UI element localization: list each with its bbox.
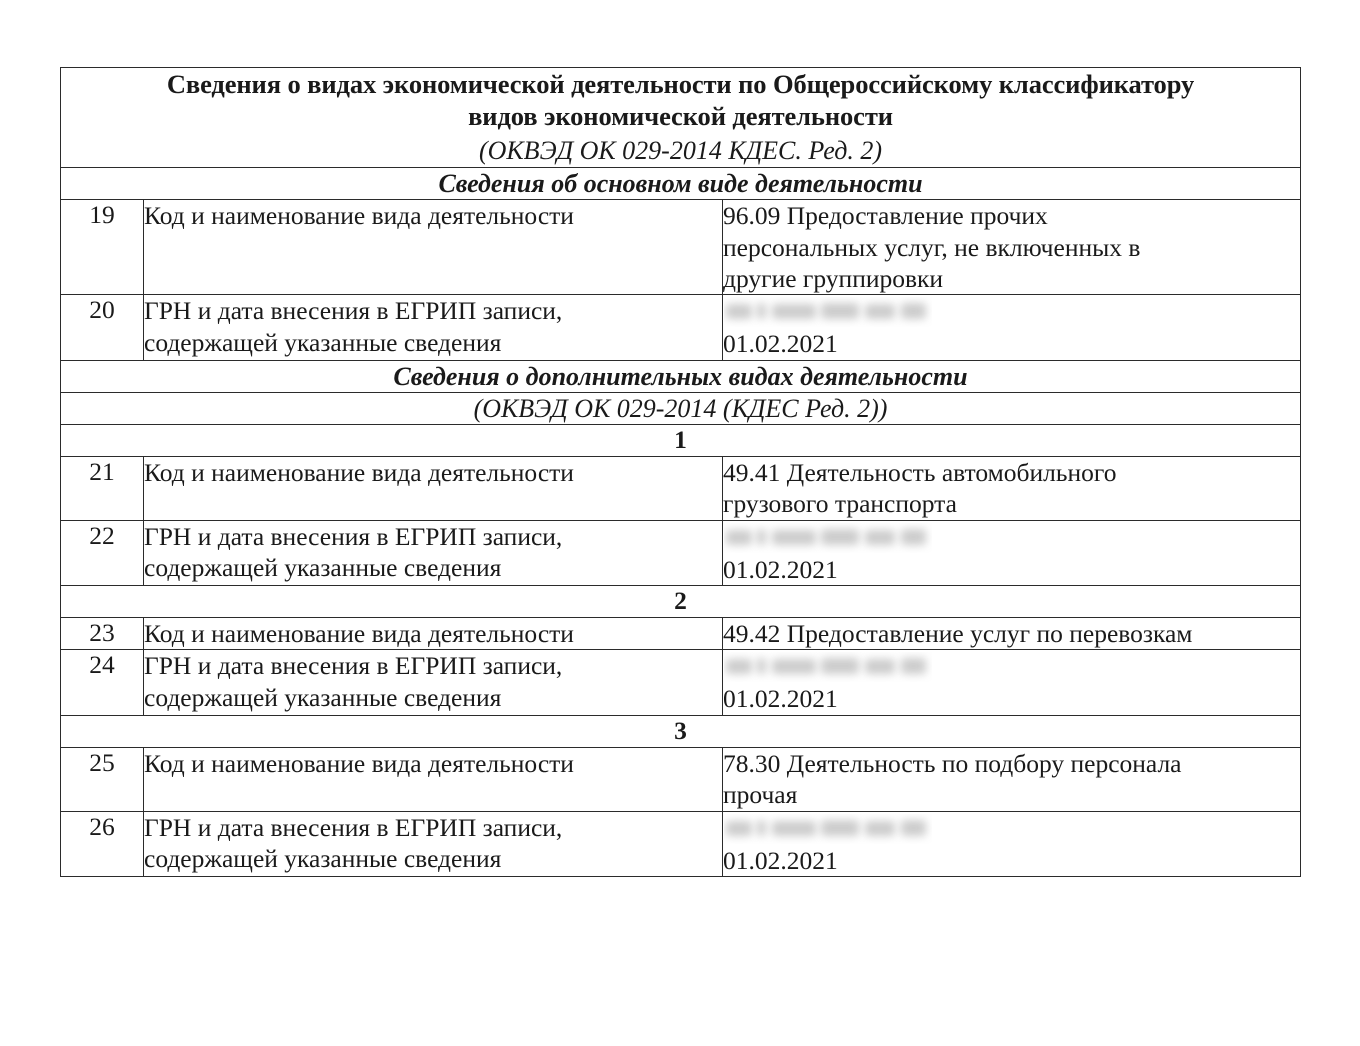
document-title-line-1: Сведения о видах экономической деятельности по Общероссийскому классификатору	[166, 69, 1195, 99]
activity-value-line: 49.42 Предоставление услуг по перевозкам	[723, 618, 1193, 648]
group-separator-row	[61, 715, 1301, 747]
activity-value-line: 96.09 Предоставление прочих	[723, 201, 1048, 231]
row-number-25: 25	[61, 747, 144, 811]
grn-date-value: 01.02.2021	[723, 845, 838, 875]
row-label-22	[144, 520, 723, 585]
group-separator-row	[61, 586, 1301, 618]
grn-label-line-2: содержащей указанные сведения	[144, 682, 502, 712]
table-row	[61, 456, 1301, 520]
additional-activity-subheader: (ОКВЭД ОК 029-2014 (КДЕС Ред. 2))	[61, 393, 1301, 425]
grn-label-line-1: ГРН и дата внесения в ЕГРИП записи,	[144, 296, 563, 326]
table-title-row	[61, 68, 1301, 168]
row-label-20	[144, 295, 723, 360]
row-value-20	[723, 295, 1301, 360]
row-label-26	[144, 811, 723, 876]
additional-activity-section-header: Сведения о дополнительных видах деятельности	[61, 360, 1301, 392]
group-separator-row	[61, 425, 1301, 457]
row-value-24	[723, 650, 1301, 715]
group-number-1: 1	[61, 425, 1301, 457]
grn-date-value: 01.02.2021	[723, 329, 838, 359]
row-label-25: Код и наименование вида деятельности	[144, 747, 723, 811]
document-title-cell	[61, 68, 1301, 168]
row-value-19	[723, 200, 1301, 295]
table-row	[61, 747, 1301, 811]
grn-label-line-1: ГРН и дата внесения в ЕГРИП записи,	[144, 651, 563, 681]
row-number-24: 24	[61, 650, 144, 715]
row-number-19: 19	[61, 200, 144, 295]
document-title-line-2: видов экономической деятельности	[468, 101, 893, 132]
row-number-23: 23	[61, 617, 144, 649]
additional-activity-section-header-row	[61, 360, 1301, 392]
row-value-25	[723, 747, 1301, 811]
table-row	[61, 617, 1301, 649]
row-label-23: Код и наименование вида деятельности	[144, 617, 723, 649]
redacted-grn-number	[724, 297, 932, 327]
additional-activity-subheader-row	[61, 393, 1301, 425]
activity-value-line: 78.30 Деятельность по подбору персонала	[723, 748, 1182, 778]
grn-label-line-1: ГРН и дата внесения в ЕГРИП записи,	[144, 812, 563, 842]
grn-date-value: 01.02.2021	[723, 554, 838, 584]
activity-value-line: персональных услуг, не включенных в	[723, 232, 1141, 262]
row-number-26: 26	[61, 811, 144, 876]
activity-value-line: прочая	[723, 780, 798, 810]
group-number-2: 2	[61, 586, 1301, 618]
redacted-grn-number	[724, 814, 932, 844]
grn-label-line-2: содержащей указанные сведения	[144, 553, 502, 583]
table-row	[61, 811, 1301, 876]
grn-label-line-1: ГРН и дата внесения в ЕГРИП записи,	[144, 521, 563, 551]
table-row	[61, 650, 1301, 715]
row-value-23	[723, 617, 1301, 649]
okved-information-table	[60, 67, 1301, 877]
document-title-subtitle: (ОКВЭД ОК 029-2014 КДЕС. Ред. 2)	[478, 136, 883, 166]
row-label-24	[144, 650, 723, 715]
row-label-21: Код и наименование вида деятельности	[144, 456, 723, 520]
activity-value-line: другие группировки	[723, 264, 944, 293]
table-row	[61, 200, 1301, 295]
activity-value-line: грузового транспорта	[723, 489, 957, 519]
table-row	[61, 520, 1301, 585]
row-number-22: 22	[61, 520, 144, 585]
row-number-20: 20	[61, 295, 144, 360]
redacted-grn-number	[724, 652, 932, 682]
grn-date-value: 01.02.2021	[723, 684, 838, 714]
row-label-19: Код и наименование вида деятельности	[144, 200, 723, 295]
main-activity-section-header-row	[61, 167, 1301, 199]
row-value-22	[723, 520, 1301, 585]
grn-label-line-2: содержащей указанные сведения	[144, 327, 502, 357]
row-number-21: 21	[61, 456, 144, 520]
row-value-26	[723, 811, 1301, 876]
activity-value-line: 49.41 Деятельность автомобильного	[723, 457, 1117, 487]
table-row	[61, 295, 1301, 360]
row-value-21	[723, 456, 1301, 520]
group-number-3: 3	[61, 715, 1301, 747]
grn-label-line-2: содержащей указанные сведения	[144, 844, 502, 873]
redacted-grn-number	[724, 523, 932, 553]
main-activity-section-header: Сведения об основном виде деятельности	[61, 167, 1301, 199]
